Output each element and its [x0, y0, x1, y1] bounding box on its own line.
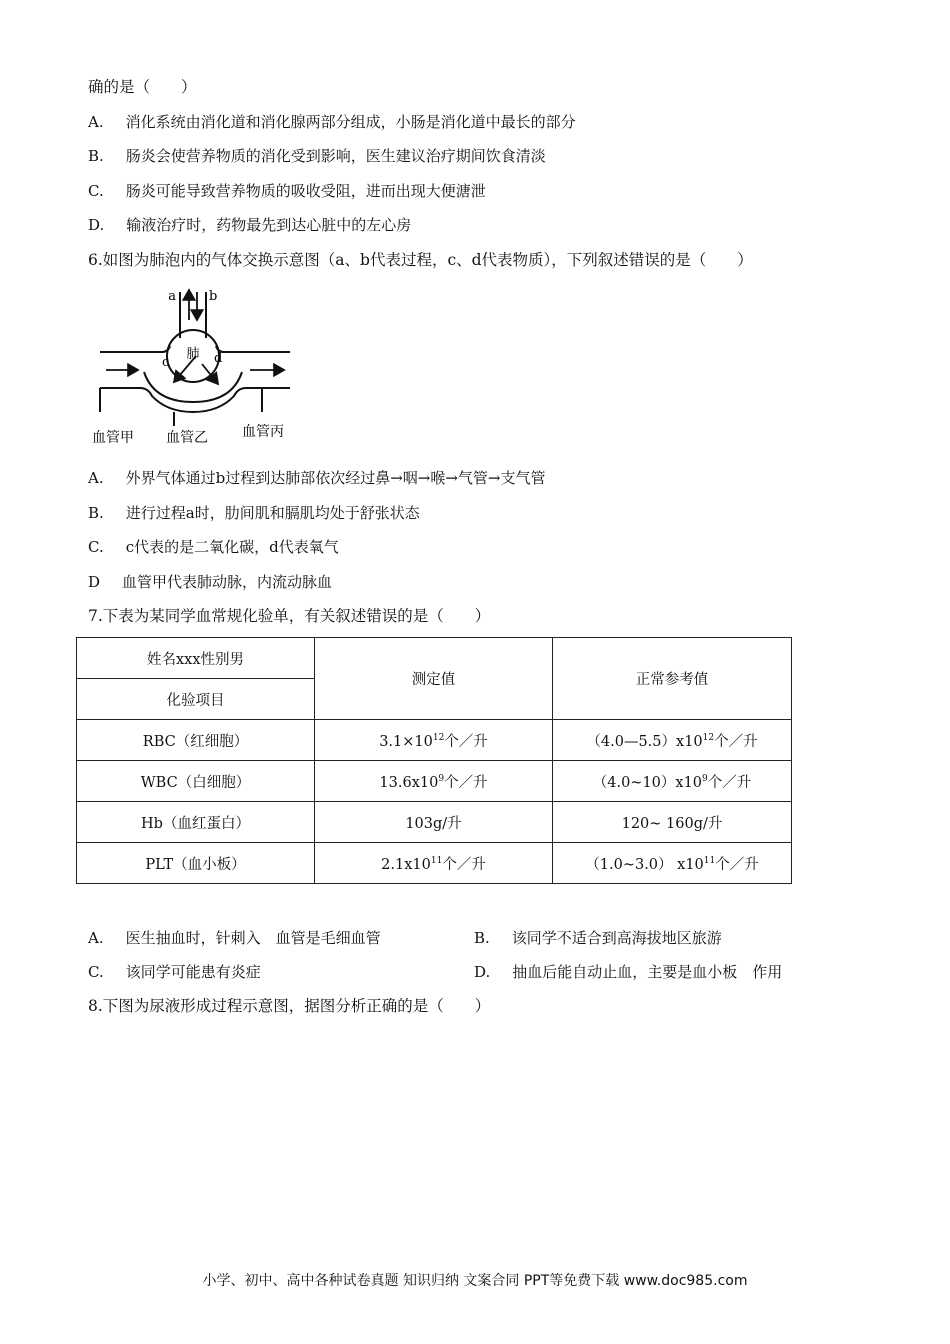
- option-text: 肠炎会使营养物质的消化受到影响，医生建议治疗期间饮食清淡: [125, 147, 546, 165]
- reference-exponent: 11: [703, 855, 716, 866]
- q5-option-b: [88, 146, 546, 166]
- table-header-row: [77, 638, 792, 679]
- alveolus-gas-exchange-diagram: [92, 284, 302, 450]
- q8-stem: 8.下图为尿液形成过程示意图，据图分析正确的是（ ）: [88, 997, 491, 1015]
- measured-unit: 个／升: [444, 733, 488, 750]
- label-c: c: [162, 355, 170, 370]
- option-letter: A.: [88, 113, 104, 131]
- option-text: 该同学不适合到高海拔地区旅游: [511, 929, 722, 947]
- measured-base: 13.6x10: [379, 774, 439, 791]
- label-d: d: [214, 351, 223, 366]
- measured-base: 2.1x10: [381, 856, 431, 873]
- measured-cell: [315, 761, 553, 802]
- item-cell: RBC（红细胞）: [77, 720, 315, 761]
- reference-base: （4.0—5.5）x10: [586, 733, 703, 750]
- label-lung: 肺: [186, 347, 200, 362]
- table-row: [77, 720, 792, 761]
- option-text: 肠炎可能导致营养物质的吸收受阻，进而出现大便溏泄: [125, 182, 486, 200]
- q6-option-d: [88, 572, 332, 592]
- label-vessel-3: 血管丙: [242, 424, 284, 440]
- q6-option-c: [88, 537, 339, 557]
- option-text: 输液治疗时，药物最先到达心脏中的左心房: [126, 216, 412, 234]
- option-text: 抽血后能自动止血，主要是血小板 作用: [512, 963, 783, 981]
- q7-option-a: [88, 928, 381, 948]
- option-letter: C.: [88, 963, 104, 981]
- measured-cell: [315, 720, 553, 761]
- option-text: c代表的是二氧化碳，d代表氧气: [125, 538, 339, 556]
- item-cell: WBC（白细胞）: [77, 761, 315, 802]
- label-vessel-2: 血管乙: [166, 430, 208, 446]
- reference-base: 120~ 160g/升: [621, 815, 723, 832]
- reference-cell: [553, 761, 792, 802]
- q7-stem: 7.下表为某同学血常规化验单，有关叙述错误的是（ ）: [88, 607, 491, 625]
- measured-cell: [315, 802, 553, 843]
- option-text: 进行过程a时，肋间肌和膈肌均处于舒张状态: [125, 504, 420, 522]
- q5-stem-tail: 确的是（ ）: [88, 78, 197, 96]
- reference-cell: [553, 843, 792, 884]
- option-text: 消化系统由消化道和消化腺两部分组成，小肠是消化道中最长的部分: [125, 113, 576, 131]
- reference-cell: [553, 720, 792, 761]
- measured-exponent: 12: [432, 732, 445, 743]
- reference-unit: 个／升: [707, 774, 752, 791]
- option-text: 血管甲代表肺动脉，内流动脉血: [122, 573, 333, 591]
- q5-option-d: [88, 215, 411, 235]
- label-a: a: [168, 289, 176, 304]
- option-letter: D.: [88, 216, 105, 234]
- table-row: [77, 843, 792, 884]
- measured-base: 3.1×10: [379, 733, 433, 750]
- q5-option-a: [88, 112, 576, 132]
- option-letter: A.: [88, 929, 104, 947]
- measured-unit: 个／升: [442, 856, 486, 873]
- measured-cell: [315, 843, 553, 884]
- reference-exponent: 9: [702, 773, 708, 784]
- measured-unit: 个／升: [444, 774, 488, 791]
- reference-cell: [553, 802, 792, 843]
- option-text: 外界气体通过b过程到达肺部依次经过鼻→咽→喉→气管→支气管: [125, 469, 546, 487]
- option-letter: C.: [88, 538, 104, 556]
- label-vessel-1: 血管甲: [92, 430, 134, 446]
- q6-option-b: [88, 503, 420, 523]
- item-cell: PLT（血小板）: [77, 843, 315, 884]
- header-item-cell: 化验项目: [77, 679, 315, 720]
- measured-exponent: 9: [438, 773, 445, 784]
- option-text: 该同学可能患有炎症: [125, 963, 261, 981]
- table-row: [77, 761, 792, 802]
- page-footer: 小学、初中、高中各种试卷真题 知识归纳 文案合同 PPT等免费下载 www.doc985.com: [202, 1273, 748, 1289]
- table-row: [77, 802, 792, 843]
- option-text: 医生抽血时，针刺入 血管是毛细血管: [125, 929, 381, 947]
- q5-option-c: [88, 181, 486, 201]
- q7-option-c: [88, 962, 261, 982]
- reference-unit: 个／升: [715, 856, 759, 873]
- label-b: b: [209, 289, 218, 304]
- q6-option-a: [88, 468, 546, 488]
- q7-option-b: [474, 928, 722, 948]
- q7-option-d: [474, 962, 782, 982]
- item-cell: Hb（血红蛋白）: [77, 802, 315, 843]
- blood-test-table: [76, 637, 792, 884]
- header-name-cell: 姓名xxx性别男: [77, 638, 315, 679]
- option-letter: C.: [88, 182, 104, 200]
- option-letter: B.: [88, 147, 104, 165]
- option-letter: B.: [474, 929, 490, 947]
- option-letter: B.: [88, 504, 104, 522]
- option-letter: D: [88, 573, 101, 591]
- header-reference-cell: 正常参考值: [553, 638, 792, 720]
- option-letter: A.: [88, 469, 104, 487]
- reference-exponent: 12: [702, 732, 715, 743]
- q6-stem: 6.如图为肺泡内的气体交换示意图（a、b代表过程，c、d代表物质），下列叙述错误的是（ ）: [88, 251, 753, 269]
- reference-base: （1.0~3.0） x10: [585, 856, 704, 873]
- measured-base: 103g/升: [405, 815, 462, 832]
- reference-unit: 个／升: [714, 733, 758, 750]
- reference-base: （4.0~10）x10: [592, 774, 703, 791]
- option-letter: D.: [474, 963, 491, 981]
- header-measured-cell: 测定值: [315, 638, 553, 720]
- measured-exponent: 11: [430, 855, 443, 866]
